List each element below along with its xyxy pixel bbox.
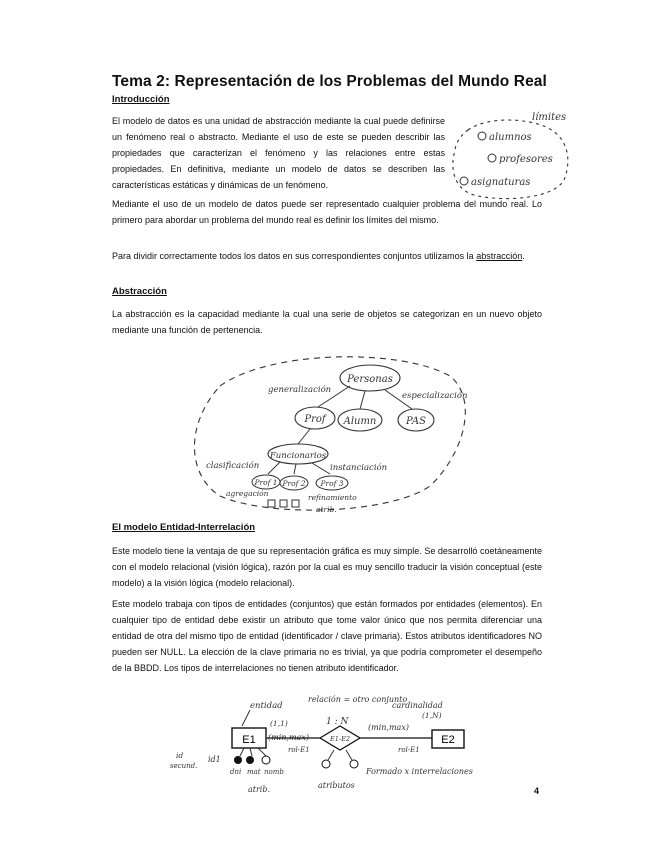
entity-e2: E2: [441, 734, 455, 746]
section-heading-abstraccion: Abstracción: [112, 286, 167, 297]
node-prof-1: Prof 1: [254, 478, 278, 487]
section-heading-modelo-er: El modelo Entidad-Interrelación: [112, 522, 256, 533]
abstraction-sketch: [180, 346, 470, 516]
relationship-e1-e2: E1-E2: [330, 735, 350, 743]
label-id: id: [176, 751, 184, 760]
label-instanciacion: instanciación: [330, 463, 388, 473]
node-prof-3: Prof 3: [320, 479, 344, 488]
attr-mat: mat: [247, 768, 261, 776]
abstraccion-link: abstracción: [476, 251, 523, 261]
card-e2: (1,N): [422, 711, 442, 720]
node-personas: Personas: [347, 374, 393, 385]
attr-dni: dni: [230, 768, 242, 776]
node-prof-2: Prof 2: [282, 479, 306, 488]
label-id1: id1: [208, 755, 221, 764]
rol-e1-right: rol-E1: [398, 746, 420, 754]
card-e1: (1,1): [270, 719, 288, 728]
minmax-e2: (min,max): [368, 723, 409, 732]
label-id-secund: secund.: [170, 762, 198, 770]
label-atrib: atrib.: [248, 785, 271, 794]
paragraph-intro-1: El modelo de datos es una unidad de abstracción mediante la cual puede definirse un fenómeno real o abstracto. Mediante el uso de este se pueden describir las propiedades que caracterizan el fenómeno y las relaciones entre estas propiedades. En definitiva, mediante un modelo de datos se describen las características estáticas y dinámicas de un fenómeno.: [112, 116, 445, 190]
node-funcionarios: Funcionarios: [269, 451, 327, 461]
label-ratio: 1 : N: [326, 717, 349, 727]
paragraph-intro-3: Para dividir correctamente todos los datos en sus correspondientes conjuntos utilizamos la abstracción.: [112, 251, 525, 261]
node-prof: Prof: [304, 414, 326, 425]
label-clasificacion: clasificación: [206, 461, 260, 471]
node-pas: PAS: [406, 416, 426, 427]
er-sketch: [170, 690, 480, 802]
label-formado: Formado x interrelaciones: [366, 767, 473, 776]
node-alumn: Alumn: [343, 416, 377, 427]
rol-e1-left: rol-E1: [288, 746, 310, 754]
label-agregacion: agregación: [226, 489, 269, 498]
label-refinamiento: refinamiento: [308, 493, 357, 502]
page-number: 4: [534, 786, 540, 796]
label-atributos: atributos: [318, 781, 355, 790]
attr-nomb: nomb: [264, 768, 284, 776]
page-title: Tema 2: Representación de los Problemas del Mundo Real: [112, 73, 547, 90]
entity-e1: E1: [242, 734, 256, 746]
minmax-e1: (min,max): [268, 733, 309, 742]
label-entidad: entidad: [250, 701, 283, 711]
label-relacion: relación = otro conjunto: [308, 695, 408, 704]
section-heading-intro: Introducción: [112, 94, 170, 105]
limits-item-alumnos: alumnos: [489, 132, 532, 143]
limits-item-profesores: profesores: [499, 154, 553, 165]
label-atrib: atrib.: [316, 505, 337, 514]
label-generalizacion: generalización: [268, 385, 332, 395]
paragraph-modelo-er-1: Este modelo tiene la ventaja de que su representación gráfica es muy simple. Se desarrolló coetáneamente con el modelo relacional (visión lógica), razón por la cual es muy sencillo traducir la visión conceptual (este modelo) a la visión lógica (modelo relacional).: [112, 546, 542, 588]
limits-label: límites: [532, 112, 567, 123]
paragraph-modelo-er-2: Este modelo trabaja con tipos de entidades (conjuntos) que están formados por entidades (elementos). En cualquier tipo de entidad debe existir un atributo que tome valor único que nos permita diferenciar una entidad de otra del mismo tipo de entidad (identificador / clave primaria). Estos atributos identificadores NO pueden ser NULL. La elección de la clave primaria no es trivial, ya que podría comprometer el desempeño de la BBDD. Los tipos de interrelaciones no tienen atributo identificador.: [112, 599, 542, 673]
paragraph-abstraccion: La abstracción es la capacidad mediante la cual una serie de objetos se categorizan en un nuevo objeto mediante una función de pertenencia.: [112, 309, 542, 335]
paragraph-intro-2: Mediante el uso de un modelo de datos puede ser representado cualquier problema del mundo real. Lo primero para abordar un problema del mundo real es definir los límites del mismo.: [112, 199, 542, 225]
label-especializacion: especialización: [402, 391, 468, 401]
label-cardinalidad: cardinalidad: [392, 701, 443, 710]
limits-item-asignaturas: asignaturas: [471, 177, 531, 188]
limits-sketch: [448, 108, 578, 204]
